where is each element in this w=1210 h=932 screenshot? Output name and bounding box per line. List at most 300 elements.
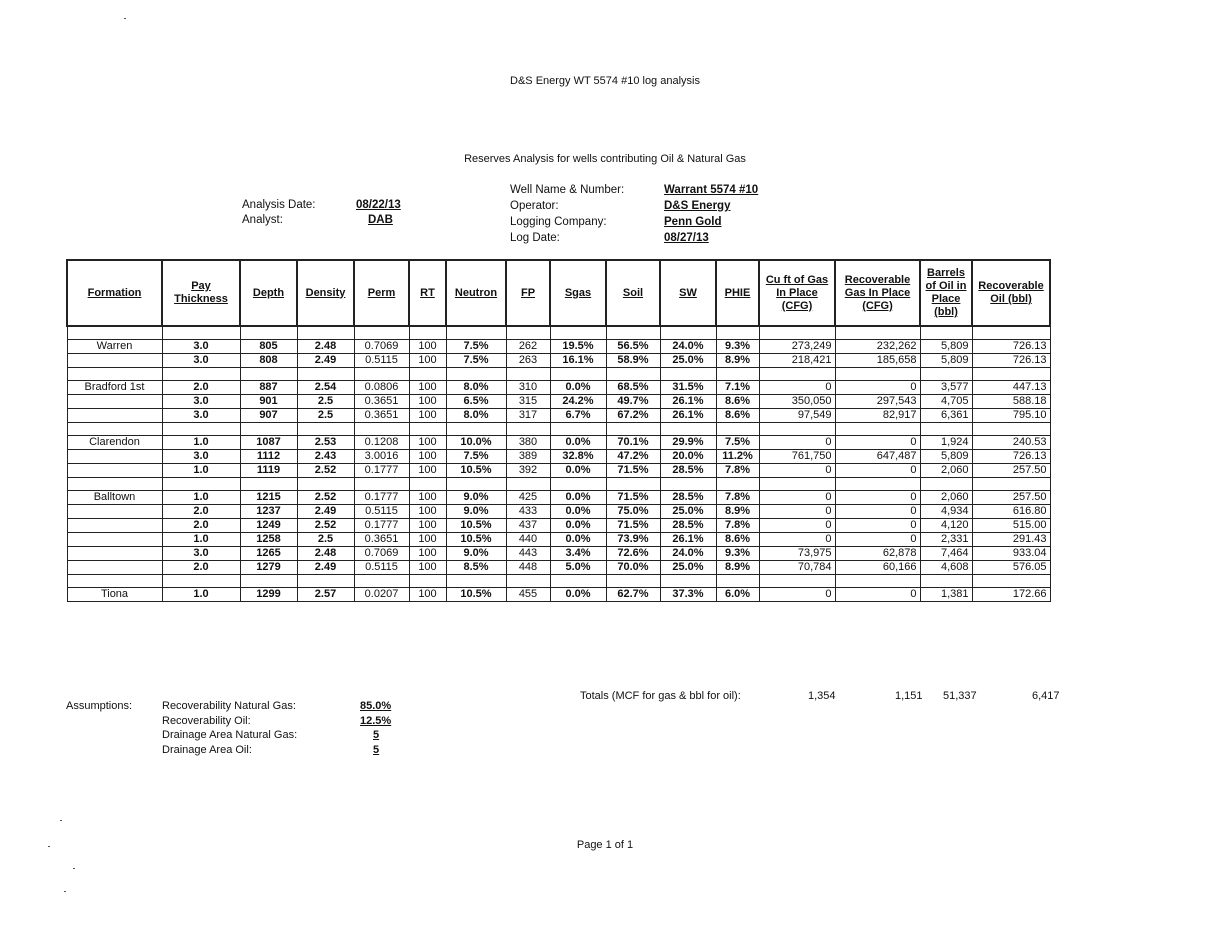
table-cell: 0 xyxy=(759,533,835,547)
table-cell: 3.0016 xyxy=(354,450,409,464)
table-row xyxy=(67,381,1050,395)
table-cell: 2.49 xyxy=(297,561,354,575)
table-cell: 73.9% xyxy=(606,533,660,547)
table-cell: 29.9% xyxy=(660,436,716,450)
table-row xyxy=(67,491,1050,505)
table-cell: 100 xyxy=(409,505,446,519)
table-cell: 3.0 xyxy=(162,395,240,409)
table-cell: 26.1% xyxy=(660,409,716,423)
table-cell: 1119 xyxy=(240,464,297,478)
table-cell: 20.0% xyxy=(660,450,716,464)
table-cell: 0 xyxy=(759,505,835,519)
table-cell: 6.5% xyxy=(446,395,506,409)
totals-recoverable-gas: 1,151 xyxy=(895,690,923,702)
table-cell: 0.5115 xyxy=(354,505,409,519)
table-cell xyxy=(446,478,506,491)
table-cell xyxy=(446,575,506,588)
table-cell: 1,381 xyxy=(920,588,972,602)
table-cell xyxy=(660,368,716,381)
assumption-value: 5 xyxy=(373,729,380,741)
totals-oil-in-place: 51,337 xyxy=(943,690,977,702)
table-cell xyxy=(297,368,354,381)
assumption-label: Recoverability Oil: xyxy=(162,714,251,727)
analyst-value: DAB xyxy=(368,214,393,226)
table-cell xyxy=(550,575,606,588)
table-cell xyxy=(920,575,972,588)
table-cell: 100 xyxy=(409,491,446,505)
table-cell: Warren xyxy=(67,340,162,354)
table-cell: 97,549 xyxy=(759,409,835,423)
table-cell: 62.7% xyxy=(606,588,660,602)
table-cell: 0.1777 xyxy=(354,491,409,505)
column-header: Soil xyxy=(606,260,660,326)
table-cell: 5.0% xyxy=(550,561,606,575)
table-cell: 317 xyxy=(506,409,550,423)
table-cell: 2.52 xyxy=(297,491,354,505)
table-cell xyxy=(354,478,409,491)
table-cell: 1.0 xyxy=(162,491,240,505)
column-header: SW xyxy=(660,260,716,326)
table-cell: 515.00 xyxy=(972,519,1050,533)
table-cell: 60,166 xyxy=(835,561,920,575)
table-cell: 0.3651 xyxy=(354,395,409,409)
table-cell: 297,543 xyxy=(835,395,920,409)
table-cell: 218,421 xyxy=(759,354,835,368)
table-cell xyxy=(920,326,972,340)
table-cell: 1087 xyxy=(240,436,297,450)
table-cell: 3.0 xyxy=(162,547,240,561)
table-cell: 71.5% xyxy=(606,519,660,533)
table-cell: 2.0 xyxy=(162,381,240,395)
table-cell: 2.5 xyxy=(297,395,354,409)
table-cell: 56.5% xyxy=(606,340,660,354)
assumption-label: Drainage Area Oil: xyxy=(162,743,252,756)
table-cell xyxy=(716,423,759,436)
table-cell: 425 xyxy=(506,491,550,505)
table-cell xyxy=(716,326,759,340)
table-cell: 0 xyxy=(835,491,920,505)
scan-speck xyxy=(73,868,75,869)
table-cell: 100 xyxy=(409,464,446,478)
table-cell: 726.13 xyxy=(972,354,1050,368)
table-cell: 0 xyxy=(759,436,835,450)
table-cell: 257.50 xyxy=(972,491,1050,505)
table-cell: 0.5115 xyxy=(354,354,409,368)
table-cell xyxy=(660,423,716,436)
table-cell: 6.0% xyxy=(716,588,759,602)
table-cell: Tiona xyxy=(67,588,162,602)
table-cell xyxy=(716,478,759,491)
table-cell xyxy=(240,423,297,436)
table-cell xyxy=(162,478,240,491)
table-cell: 7.5% xyxy=(446,450,506,464)
table-row xyxy=(67,561,1050,575)
table-cell: 100 xyxy=(409,354,446,368)
table-cell: 24.0% xyxy=(660,547,716,561)
table-cell: 5,809 xyxy=(920,340,972,354)
table-cell xyxy=(297,326,354,340)
table-cell xyxy=(67,409,162,423)
table-cell: 16.1% xyxy=(550,354,606,368)
table-cell xyxy=(240,478,297,491)
log-date-label: Log Date: xyxy=(510,232,560,244)
table-cell: 8.6% xyxy=(716,395,759,409)
table-cell xyxy=(606,478,660,491)
table-cell: 0.0% xyxy=(550,436,606,450)
table-cell xyxy=(972,575,1050,588)
table-cell xyxy=(162,423,240,436)
table-cell xyxy=(409,326,446,340)
table-cell xyxy=(67,395,162,409)
column-header: Sgas xyxy=(550,260,606,326)
column-header: Perm xyxy=(354,260,409,326)
table-cell: 440 xyxy=(506,533,550,547)
assumption-value: 12.5% xyxy=(360,714,392,727)
column-header: Depth xyxy=(240,260,297,326)
table-cell: 71.5% xyxy=(606,491,660,505)
table-cell xyxy=(354,368,409,381)
table-row xyxy=(67,436,1050,450)
table-cell: 3.0 xyxy=(162,354,240,368)
table-cell xyxy=(446,326,506,340)
column-header: Cu ft of Gas In Place (CFG) xyxy=(759,260,835,326)
table-row xyxy=(67,340,1050,354)
table-cell: 1.0 xyxy=(162,436,240,450)
table-cell: 907 xyxy=(240,409,297,423)
table-cell: 6.7% xyxy=(550,409,606,423)
table-spacer-row xyxy=(67,423,1050,436)
table-cell xyxy=(759,575,835,588)
table-cell: 726.13 xyxy=(972,340,1050,354)
table-cell: 4,934 xyxy=(920,505,972,519)
table-cell: 9.3% xyxy=(716,340,759,354)
table-cell: 70,784 xyxy=(759,561,835,575)
table-cell xyxy=(506,575,550,588)
table-cell: 2.49 xyxy=(297,354,354,368)
table-cell: 1249 xyxy=(240,519,297,533)
table-cell: 0.0% xyxy=(550,588,606,602)
table-cell: 75.0% xyxy=(606,505,660,519)
table-cell: 24.2% xyxy=(550,395,606,409)
table-cell xyxy=(354,326,409,340)
table-cell xyxy=(67,519,162,533)
table-cell xyxy=(506,368,550,381)
table-cell xyxy=(409,478,446,491)
table-cell xyxy=(759,478,835,491)
table-cell xyxy=(67,561,162,575)
table-row xyxy=(67,588,1050,602)
table-cell xyxy=(972,423,1050,436)
table-cell: 232,262 xyxy=(835,340,920,354)
table-cell: 10.5% xyxy=(446,464,506,478)
table-cell xyxy=(835,423,920,436)
column-header: FP xyxy=(506,260,550,326)
table-cell: 0 xyxy=(759,519,835,533)
table-cell: 887 xyxy=(240,381,297,395)
table-row xyxy=(67,450,1050,464)
table-cell: 100 xyxy=(409,561,446,575)
table-cell: 805 xyxy=(240,340,297,354)
table-cell xyxy=(972,326,1050,340)
table-row xyxy=(67,464,1050,478)
table-cell: 10.5% xyxy=(446,519,506,533)
table-row xyxy=(67,354,1050,368)
table-cell: 2.54 xyxy=(297,381,354,395)
table-cell: 2.0 xyxy=(162,561,240,575)
table-cell: 8.9% xyxy=(716,505,759,519)
table-cell: 0.3651 xyxy=(354,409,409,423)
table-cell: 1265 xyxy=(240,547,297,561)
table-cell: 0.0% xyxy=(550,533,606,547)
table-cell: 0 xyxy=(835,533,920,547)
table-cell xyxy=(446,368,506,381)
table-cell: 647,487 xyxy=(835,450,920,464)
table-cell xyxy=(67,547,162,561)
table-cell: 3.0 xyxy=(162,340,240,354)
table-cell: 0 xyxy=(759,464,835,478)
table-cell xyxy=(67,423,162,436)
table-cell: 273,249 xyxy=(759,340,835,354)
table-cell: 0.0% xyxy=(550,491,606,505)
table-cell: 9.0% xyxy=(446,505,506,519)
table-cell xyxy=(550,326,606,340)
column-header: Recoverable Oil (bbl) xyxy=(972,260,1050,326)
table-cell: Clarendon xyxy=(67,436,162,450)
table-cell xyxy=(759,423,835,436)
table-cell: 8.9% xyxy=(716,561,759,575)
table-cell: 1299 xyxy=(240,588,297,602)
analyst-label: Analyst: xyxy=(242,214,283,226)
table-cell: 0 xyxy=(835,519,920,533)
table-cell xyxy=(409,368,446,381)
table-cell: 2.48 xyxy=(297,547,354,561)
table-cell: 47.2% xyxy=(606,450,660,464)
operator-value: D&S Energy xyxy=(664,200,731,212)
log-date-value: 08/27/13 xyxy=(664,232,709,244)
scan-speck xyxy=(60,820,62,821)
table-spacer-row xyxy=(67,575,1050,588)
table-cell: 350,050 xyxy=(759,395,835,409)
table-cell: 100 xyxy=(409,395,446,409)
table-cell: 437 xyxy=(506,519,550,533)
analysis-date-value: 08/22/13 xyxy=(356,199,401,211)
table-cell xyxy=(506,326,550,340)
table-cell: 0.1777 xyxy=(354,519,409,533)
table-cell xyxy=(550,423,606,436)
table-cell xyxy=(506,478,550,491)
table-cell: 2.43 xyxy=(297,450,354,464)
table-cell xyxy=(835,478,920,491)
column-header: PHIE xyxy=(716,260,759,326)
table-cell: 73,975 xyxy=(759,547,835,561)
table-cell xyxy=(972,368,1050,381)
table-cell: 9.0% xyxy=(446,491,506,505)
table-cell: 7.1% xyxy=(716,381,759,395)
table-cell: 5,809 xyxy=(920,354,972,368)
table-cell: 3.4% xyxy=(550,547,606,561)
table-cell: 7.5% xyxy=(446,354,506,368)
table-cell: 0.0806 xyxy=(354,381,409,395)
table-cell: 100 xyxy=(409,436,446,450)
table-row xyxy=(67,547,1050,561)
table-cell: 3.0 xyxy=(162,409,240,423)
table-cell xyxy=(240,575,297,588)
table-cell xyxy=(835,575,920,588)
table-cell: 933.04 xyxy=(972,547,1050,561)
table-cell xyxy=(506,423,550,436)
table-cell xyxy=(550,368,606,381)
table-cell: 0.0% xyxy=(550,381,606,395)
table-cell: 2.57 xyxy=(297,588,354,602)
table-cell: 7.8% xyxy=(716,491,759,505)
table-cell xyxy=(67,354,162,368)
table-cell xyxy=(354,423,409,436)
table-cell xyxy=(972,478,1050,491)
table-cell: 0 xyxy=(759,381,835,395)
scan-speck xyxy=(64,891,66,892)
table-cell: 0.0% xyxy=(550,519,606,533)
table-cell: 1112 xyxy=(240,450,297,464)
table-cell: 2.48 xyxy=(297,340,354,354)
table-cell xyxy=(660,575,716,588)
table-cell xyxy=(162,326,240,340)
table-cell: 447.13 xyxy=(972,381,1050,395)
table-cell: 4,705 xyxy=(920,395,972,409)
table-cell xyxy=(606,368,660,381)
table-cell xyxy=(550,478,606,491)
table-cell: 25.0% xyxy=(660,354,716,368)
table-row xyxy=(67,409,1050,423)
table-cell xyxy=(835,368,920,381)
table-cell xyxy=(67,368,162,381)
table-cell xyxy=(162,368,240,381)
table-cell: 433 xyxy=(506,505,550,519)
column-header: Barrels of Oil in Place (bbl) xyxy=(920,260,972,326)
table-cell: 37.3% xyxy=(660,588,716,602)
table-cell: 3.0 xyxy=(162,450,240,464)
table-cell: 2.5 xyxy=(297,409,354,423)
table-cell: 2.49 xyxy=(297,505,354,519)
table-cell: 588.18 xyxy=(972,395,1050,409)
table-cell: 901 xyxy=(240,395,297,409)
page-number: Page 1 of 1 xyxy=(576,839,634,851)
table-cell: 67.2% xyxy=(606,409,660,423)
table-cell xyxy=(446,423,506,436)
table-row xyxy=(67,533,1050,547)
table-cell: 100 xyxy=(409,450,446,464)
column-header: Neutron xyxy=(446,260,506,326)
table-cell: 310 xyxy=(506,381,550,395)
totals-label: Totals (MCF for gas & bbl for oil): xyxy=(580,690,741,702)
table-cell: 0.7069 xyxy=(354,547,409,561)
table-cell: 1,924 xyxy=(920,436,972,450)
table-cell: 10.0% xyxy=(446,436,506,450)
table-cell: 2.0 xyxy=(162,505,240,519)
table-cell: 761,750 xyxy=(759,450,835,464)
table-cell xyxy=(67,450,162,464)
table-cell: 71.5% xyxy=(606,464,660,478)
table-cell: 7.8% xyxy=(716,464,759,478)
scan-speck xyxy=(124,18,126,19)
table-cell: 4,120 xyxy=(920,519,972,533)
table-cell: 0 xyxy=(835,464,920,478)
table-cell: 7,464 xyxy=(920,547,972,561)
table-cell: 8.0% xyxy=(446,381,506,395)
assumption-label: Recoverability Natural Gas: xyxy=(162,700,296,712)
table-cell: 0 xyxy=(835,436,920,450)
table-cell: 392 xyxy=(506,464,550,478)
table-cell: 8.9% xyxy=(716,354,759,368)
table-cell: 7.5% xyxy=(716,436,759,450)
table-cell: 0 xyxy=(759,588,835,602)
totals-gas-in-place: 1,354 xyxy=(808,690,836,702)
table-cell: 1258 xyxy=(240,533,297,547)
table-cell: 82,917 xyxy=(835,409,920,423)
table-cell: 28.5% xyxy=(660,491,716,505)
logging-company-label: Logging Company: xyxy=(510,216,607,228)
table-cell: 100 xyxy=(409,340,446,354)
table-cell xyxy=(67,478,162,491)
table-cell: 726.13 xyxy=(972,450,1050,464)
table-cell xyxy=(67,575,162,588)
table-cell xyxy=(297,423,354,436)
table-cell: 315 xyxy=(506,395,550,409)
table-cell: 455 xyxy=(506,588,550,602)
table-cell: 70.1% xyxy=(606,436,660,450)
table-cell xyxy=(660,478,716,491)
table-cell: 389 xyxy=(506,450,550,464)
column-header: Formation xyxy=(67,260,162,326)
table-cell: 100 xyxy=(409,381,446,395)
table-spacer-row xyxy=(67,478,1050,491)
table-cell: 2,060 xyxy=(920,464,972,478)
table-cell: 28.5% xyxy=(660,519,716,533)
table-cell xyxy=(297,478,354,491)
table-cell: 6,361 xyxy=(920,409,972,423)
table-cell: 443 xyxy=(506,547,550,561)
table-cell xyxy=(67,464,162,478)
column-header: Pay Thickness xyxy=(162,260,240,326)
table-cell: 1.0 xyxy=(162,464,240,478)
table-cell xyxy=(835,326,920,340)
table-cell: 0 xyxy=(835,588,920,602)
table-cell: Bradford 1st xyxy=(67,381,162,395)
table-cell: 8.0% xyxy=(446,409,506,423)
table-cell: 100 xyxy=(409,519,446,533)
table-cell xyxy=(240,326,297,340)
table-cell: 100 xyxy=(409,409,446,423)
table-cell xyxy=(606,326,660,340)
table-cell: 10.5% xyxy=(446,533,506,547)
table-cell: 576.05 xyxy=(972,561,1050,575)
table-cell xyxy=(920,423,972,436)
table-cell: 0.0% xyxy=(550,505,606,519)
table-cell: 0.1777 xyxy=(354,464,409,478)
assumption-label: Drainage Area Natural Gas: xyxy=(162,729,298,741)
table-cell: 3,577 xyxy=(920,381,972,395)
table-cell: 11.2% xyxy=(716,450,759,464)
table-cell: 0 xyxy=(759,491,835,505)
table-cell xyxy=(606,575,660,588)
table-row xyxy=(67,395,1050,409)
table-cell: 19.5% xyxy=(550,340,606,354)
table-cell: 448 xyxy=(506,561,550,575)
table-cell: 380 xyxy=(506,436,550,450)
table-header-row xyxy=(67,260,1050,326)
table-cell: 0 xyxy=(835,505,920,519)
table-cell xyxy=(606,423,660,436)
table-cell: 58.9% xyxy=(606,354,660,368)
